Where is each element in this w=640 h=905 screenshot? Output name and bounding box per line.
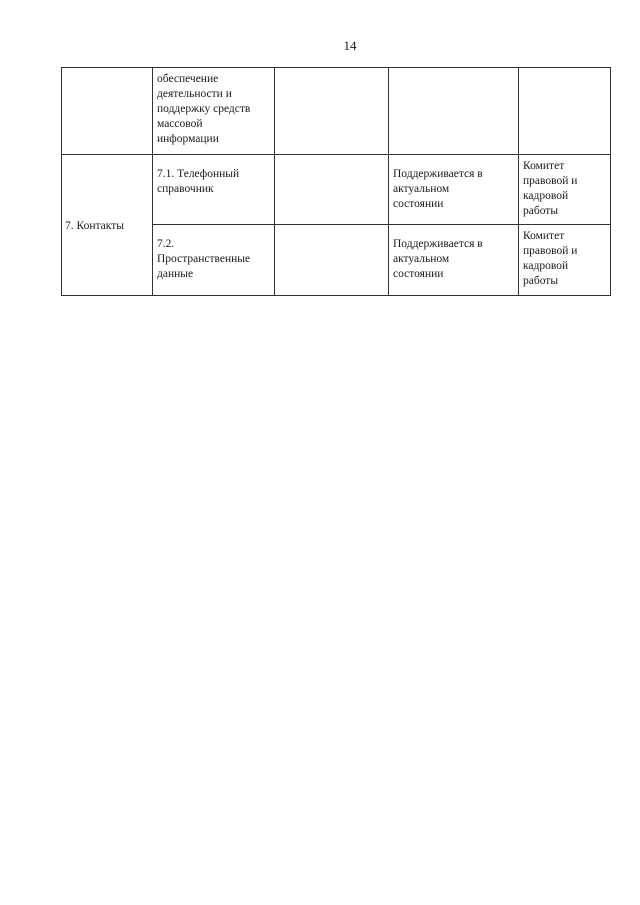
item-cell — [153, 68, 275, 155]
status-cell — [389, 225, 519, 296]
item-line: данные — [157, 268, 194, 280]
item-cell — [153, 225, 275, 296]
item-line: 7.2. — [157, 238, 175, 250]
col3-cell — [275, 68, 389, 155]
item-line: Пространственные — [157, 253, 251, 265]
responsible-line: Комитет — [523, 160, 565, 172]
status-cell — [389, 68, 519, 155]
responsible-line: кадровой — [523, 260, 569, 272]
responsible-cell — [519, 155, 611, 225]
table-row — [62, 155, 611, 225]
responsible-line: кадровой — [523, 190, 569, 202]
col3-cell — [275, 155, 389, 225]
status-line: состоянии — [393, 268, 444, 280]
section-cell-empty — [62, 68, 153, 155]
section-cell: 7. Контакты — [62, 155, 153, 296]
status-line: Поддерживается в — [393, 238, 483, 250]
responsible-line: Комитет — [523, 230, 565, 242]
status-line: Поддерживается в — [393, 168, 483, 180]
responsible-line: правовой и — [523, 175, 578, 187]
item-line: обеспечение — [157, 73, 219, 85]
responsible-line: работы — [523, 275, 559, 287]
item-line: 7.1. Телефонный — [157, 168, 240, 180]
page-number: 14 — [343, 38, 357, 53]
item-line: справочник — [157, 183, 214, 195]
responsible-line: правовой и — [523, 245, 578, 257]
item-line: поддержку средств — [157, 103, 251, 115]
responsible-cell — [519, 68, 611, 155]
status-line: состоянии — [393, 198, 444, 210]
status-line: актуальном — [393, 183, 450, 195]
responsible-line: работы — [523, 205, 559, 217]
item-line: информации — [157, 133, 219, 145]
col3-cell — [275, 225, 389, 296]
table-row-continuation — [62, 68, 611, 155]
item-cell — [153, 155, 275, 225]
contacts-table — [61, 67, 611, 296]
item-line: деятельности и — [157, 88, 232, 100]
status-line: актуальном — [393, 253, 450, 265]
status-cell — [389, 155, 519, 225]
responsible-cell — [519, 225, 611, 296]
item-line: массовой — [157, 118, 203, 130]
